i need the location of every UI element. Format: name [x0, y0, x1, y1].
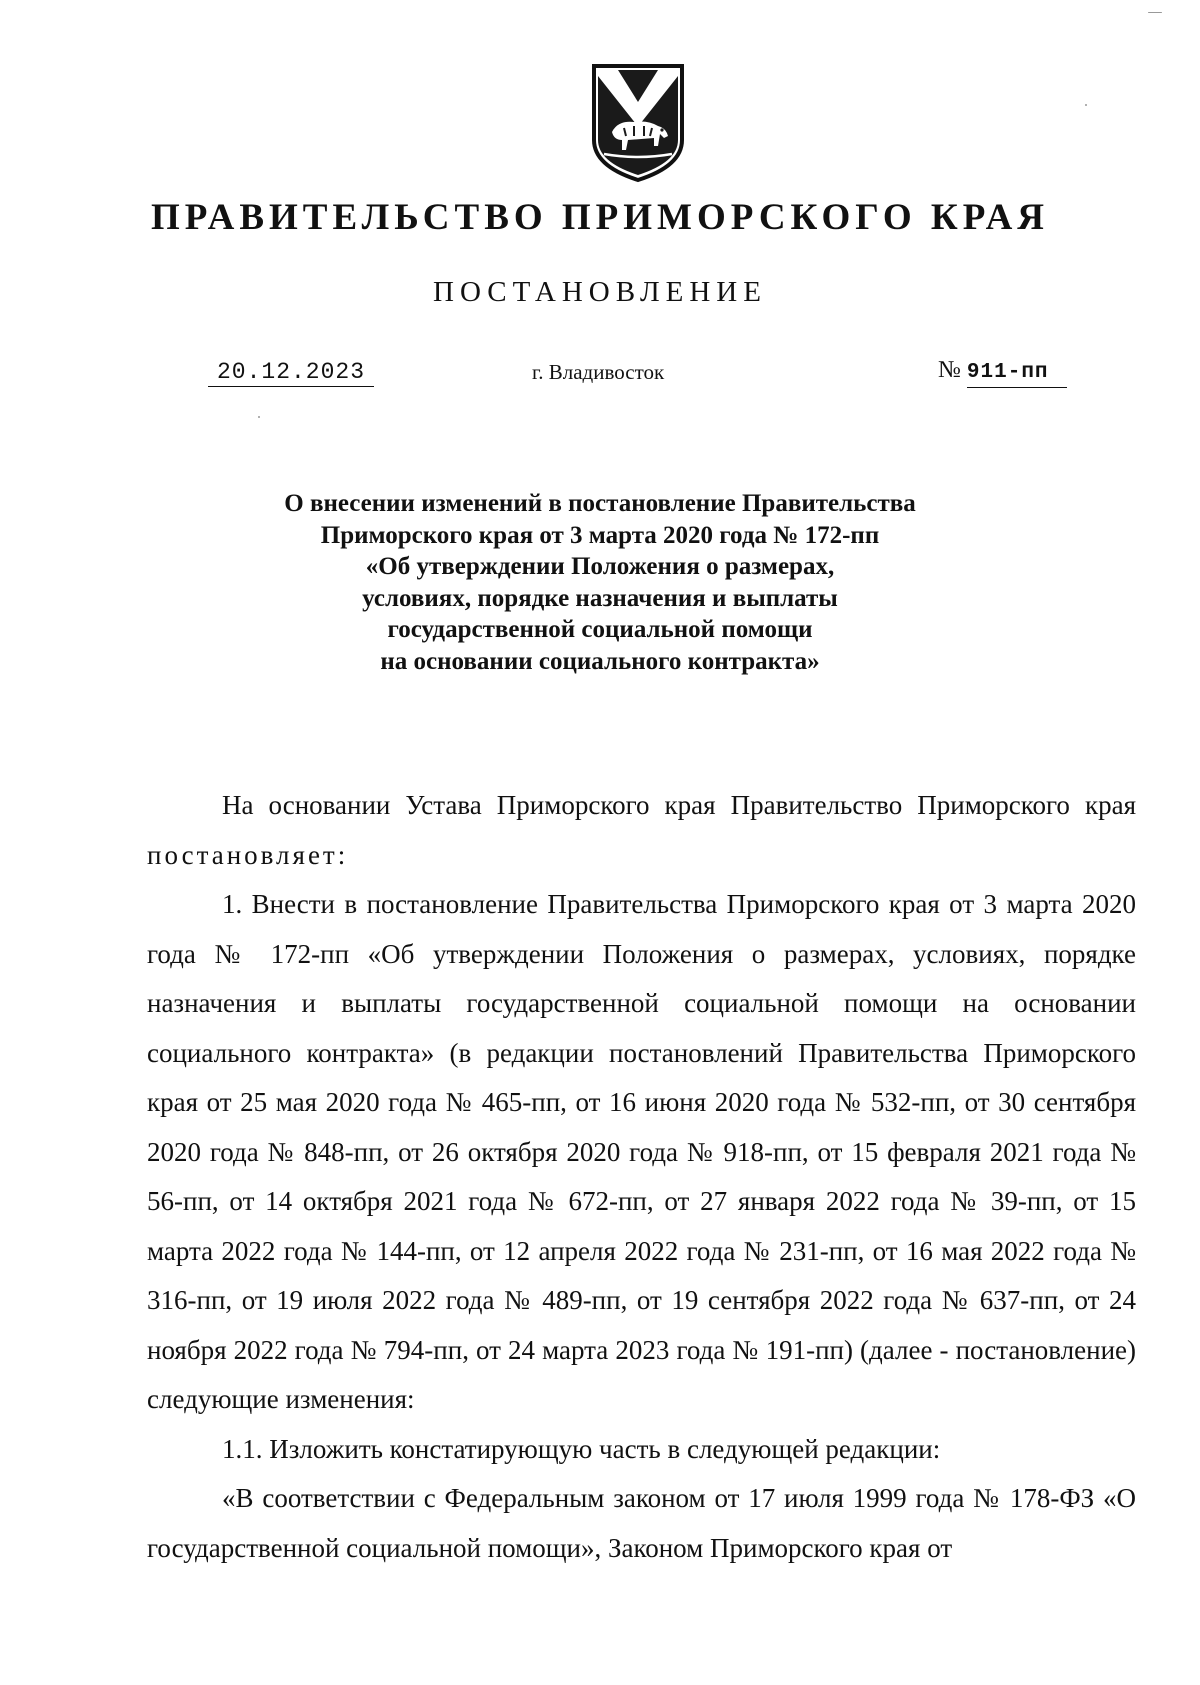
organization-title: ПРАВИТЕЛЬСТВО ПРИМОРСКОГО КРАЯ	[150, 197, 1050, 238]
document-place: г. Владивосток	[532, 360, 665, 384]
preamble-text: На основании Устава Приморского края Правительство Приморского края	[222, 790, 1136, 820]
document-number: 911-пп	[967, 359, 1067, 388]
primorsky-krai-coat-of-arms-icon	[588, 62, 688, 184]
subject-line: государственной социальной помощи	[387, 616, 813, 643]
document-number-field	[938, 356, 1067, 388]
preamble-paragraph	[147, 781, 1136, 880]
scan-speck	[1085, 104, 1087, 106]
subject-line: на основании социального контракта»	[380, 647, 820, 675]
scan-speck	[258, 416, 260, 418]
subject-line: О внесении изменений в постановление Правительства	[284, 490, 916, 517]
resolves-word: постановляет:	[147, 839, 349, 870]
subject-line: условиях, порядке назначения и выплаты	[362, 584, 838, 612]
document-subject	[150, 488, 1050, 677]
item-1-paragraph: 1. Внести в постановление Правительства Приморского края от 3 марта 2020 года № 172-пп «Об утверждении Положения о размерах, условиях, порядке назначения и выплаты государственной социальной помощи на основании социального контракта» (в редакции постановлений Правительства Приморского края от 25 мая 2020 года № 465-пп, от 16 июня 2020 года № 532-пп, от 30 сентября 2020 года № 848-пп, от 26 октября 2020 года № 918-пп, от 15 февраля 2021 года № 56-пп, от 14 октября 2021 года № 672-пп, от 27 января 2022 года № 39-пп, от 15 марта 2022 года № 144-пп, от 12 апреля 2022 года № 231-пп, от 16 мая 2022 года № 316-пп, от 19 июля 2022 года № 489-пп, от 19 сентября 2022 года № 637-пп, от 24 ноября 2022 года № 794-пп, от 24 марта 2023 года № 191-пп) (далее - постановление) следующие изменения:	[147, 889, 1136, 1414]
subject-line: Приморского края от 3 марта 2020 года № 172-пп	[320, 521, 880, 549]
item-1-1-paragraph: 1.1. Изложить констатирующую часть в следующей редакции:	[222, 1433, 941, 1464]
quote-paragraph: «В соответствии с Федеральным законом от 17 июля 1999 года № 178-ФЗ «О государственной социальной помощи», Законом Приморского края от	[147, 1483, 1136, 1563]
document-body	[147, 781, 1136, 1573]
document-date: 20.12.2023	[208, 358, 374, 387]
number-sign: №	[938, 357, 961, 383]
scan-speck	[1148, 12, 1162, 13]
subject-line: «Об утверждении Положения о размерах,	[365, 553, 835, 580]
document-type-title: ПОСТАНОВЛЕНИЕ	[433, 276, 767, 308]
